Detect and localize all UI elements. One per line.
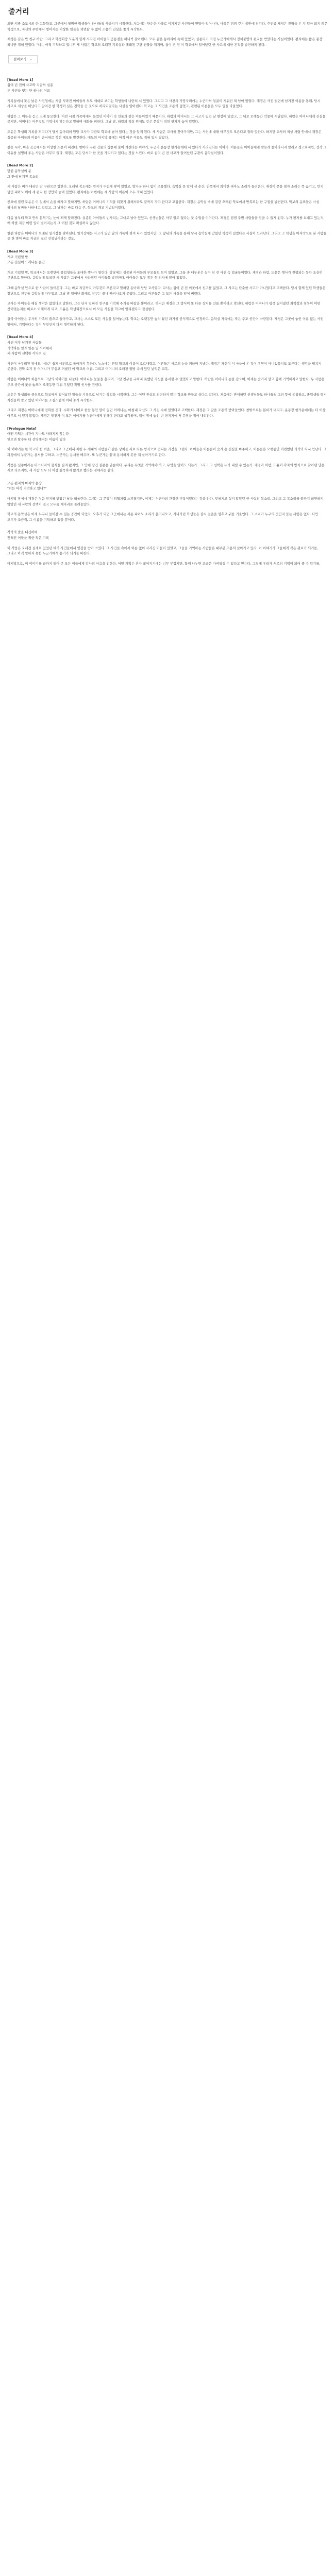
section-paragraph: 사건이 마무리된 뒤에도 마을은 쉽게 예전으로 돌아가지 못한다. 뉴스에는 연일 학교의 이름이 오르내렸고, 어른들은 서로의 눈을 피하며 지냈다. 재경은 자신이 이 마을에 온 것이 우연이 아니었을지도 모른다는 생각을 떨치지 못한다. 전학 오기 전 어머니가 무심코 꺼냈던 이 학교의 이름, 그리고 어머니의 오래된 앨범 속에 있던 낯익은 교복. xyxy=(7,362,322,371)
section-body xyxy=(7,99,328,157)
section-paragraph: 그리고 재경은 어머니에게 전화를 건다. 수화기 너머로 한참 동안 말이 없던 어머니는, 마침내 자신도 그 사진 속에 있었다고 고백한다. 재경은 그 말을 조용히 받아들인다. 창밖으로는 봄비가 내리고, 운동장 한가운데에는 더 이상 아무도 서 있지 않았다. 재경은 언젠가 이 모든 이야기를 누군가에게 전해야 한다고 생각하며, 책상 위에 놓인 빈 편지지에 첫 문장을 적어 내려간다. xyxy=(7,409,326,418)
section-subtitle: 잊혀진 이들을 위한 작은 기록 xyxy=(7,536,49,540)
section-body xyxy=(7,362,328,419)
section-subtitle: 세 사람이 선택한 각자의 길 xyxy=(7,352,46,356)
intro-text xyxy=(7,22,328,48)
section-paragraph: 한편 하람은 어머니의 오래된 일기장을 찾아낸다. 일기장에는 사고가 있던 날의 기록이 찢겨 나가 있었지만, 그 앞뒤의 기록을 통해 당시 음악실에 갇혔던 학생이 있었다는 사실이 드러난다. 그리고 그 학생을 마지막으로 본 사람들 중 한 명이 바로 지금의 교감 선생님이라는 것도. xyxy=(7,231,327,241)
section-paragraph: 교사는 아이들을 해칠 생각은 없었다고 말한다. 그는 단지 잊혀진 친구를 기억해 주기를 바랐을 뿐이라고. 하지만 재경은 그 방식이 또 다른 상처를 만들 뿐이라고 맞선다. 하람은 어머니가 평생 짊어졌던 죄책감과 침묵이 어떤 것이었는지를 비로소 이해하게 되고, 도윤은 학생회장으로서 이 모든 사실을 학교에 알리겠다고 결심한다. xyxy=(7,302,321,311)
section-heading xyxy=(7,78,328,94)
section-subtitle: 모든 편지의 마지막 문장 xyxy=(7,481,42,485)
section-paragraph: 다음 날부터 학교 안의 분위기는 눈에 띄게 달라진다. 실종된 아이들의 빈자리는 그대로 남아 있었고, 선생님들은 아무 일도 없다는 듯 수업을 이어간다. 재경은 점점 주변 사람들을 믿을 수 없게 된다. 누가 편지를 보내고 있는지, 왜 하필 지금 이런 일이 벌어지는지 그 어떤 것도 확실하지 않았다. xyxy=(7,216,325,226)
section-subtitle: 십여 년 전의 사고와 지금의 실종 xyxy=(7,83,54,88)
section-paragraph: 개교 기념일 밤, 학교에서는 오랜만에 졸업생들을 초대한 행사가 열린다. 강당에는 실종된 아이들의 부모들도 모여 있었고, 그들 중 대부분은 십여 년 전 사진 속 얼굴들이었다. 재경과 하람, 도윤은 행사가 진행되는 동안 조용히 구관으로 향한다. 음악실에 도착한 세 사람은 그곳에서 사라졌던 아이들을 발견한다. 아이들은 모두 잠든 듯 의자에 앉아 있었다. xyxy=(7,270,323,280)
section-paragraph: 그때 음악실 안으로 한 사람이 들어온다. 그는 바로 지금까지 아무것도 모른다고 말하던 동아리 담당 교사였다. 교사는 십여 년 전 이곳에서 친구를 잃었고, 그 사고는 단순한 사고가 아니었다고 고백한다. 당시 함께 있던 학생들은 장난으로 친구를 음악실에 가두었고, 그날 밤 일어난 화재로 친구는 끝내 빠져나오지 못했다. 그리고 어른들은 그 모든 사실을 덮어 버렸다. xyxy=(7,286,326,296)
intro-paragraph: 외딴 지방 소도시의 한 고등학교. 그곳에서 평범한 학생들이 하나둘씩 사라지기 시작한다. 처음에는 단순한 가출로 여겨지던 사건들이 연달아 일어나자, 마을은 점점 깊은 불안에 잠긴다. 주인공 재경은 전학을 온 지 얼마 되지 않은 학생으로, 자신의 주변에서 벌어지는 이상한 일들을 외면할 수 없어 조용히 진실을 쫓기 시작한다. xyxy=(7,22,328,31)
section-paragraph: 기록실에서 찾은 낡은 사진첩에는 지금 사라진 아이들의 부모 세대로 보이는 학생들이 나란히 서 있었다. 그리고 그 사진의 가장자리에는 누군가의 얼굴이 지워진 채 남아 있었다. 재경은 사진 뒷면에 남겨진 이름을 통해, 당시 사고로 세상을 떠났다고 알려진 한 학생이 실은 전학을 간 것으로 처리되었다는 사실을 알아낸다. 학교는 그 사건을 조용히 덮었고, 관련된 어른들은 모두 입을 다물었다. xyxy=(7,99,321,109)
section-paragraph: 마지막 장에서 재경은 처음 편지를 받았던 날을 떠올린다. 그때는 그 문장이 위협처럼 느껴졌지만, 이제는 누군가의 간절한 부탁이었다는 것을 안다. 잊혀지고 싶지 않았던 한 사람의 목소리, 그리고 그 목소리를 끝까지 외면하지 않았던 세 사람의 선택이 결국 모두를 제자리로 돌려놓았다. xyxy=(7,497,324,506)
section-subtitle: 그 안에 남겨진 목소리 xyxy=(7,175,39,179)
section-marker: [Read More 2] xyxy=(7,164,34,168)
section-paragraph: 이 작품은 오래전 실제로 있었던 여러 사건들에서 영감을 받아 쓰였다. 그 사건들 속에서 이름 없이 사라진 이들이 있었고, 그들을 기억하는 사람들은 대부분 조용히 살아가고 있다. 이 이야기가 그들에게 작은 위로가 되기를, 그리고 아직 말하지 못한 누군가에게 용기가 되기를 바란다. xyxy=(7,546,319,556)
section-paragraph: 결국 아이들은 무사히 가족의 품으로 돌아가고, 교사는 스스로 모든 사실을 털어놓는다. 학교는 오랫동안 숨겨 왔던 과거를 공식적으로 인정하고, 음악실 자리에는 작은 추모 공간이 마련된다. 재경은 그곳에 놓인 이름 없는 사진 앞에서, 기억한다는 것이 무엇인지 다시 생각하게 된다. xyxy=(7,317,324,327)
section-paragraph: 도윤은 학생회 기록을 뒤지다가 당시 동아리의 담당 교사가 지금도 학교에 남아 있다는 것을 알게 된다. 세 사람은 교사를 찾아가지만, 그는 사건에 대해 아무것도 모른다고 잘라 말한다. 하지만 교사의 책상 서랍 안에서 재경은 실종된 아이들의 이름이 순서대로 적힌 메모를 발견한다. 메모의 마지막 줄에는 아직 아무 이름도 적혀 있지 않았다. xyxy=(7,130,322,140)
section-body xyxy=(7,497,328,523)
section-subtitle: 두 사건을 잇는 단 하나의 이름 xyxy=(7,89,51,93)
section-heading xyxy=(7,427,328,443)
section-paragraph: 하람은 어머니와 처음으로 그날의 이야기를 나눈다. 어머니는 눈물을 흘리며, 그날 친구를 구하지 못했던 자신을 용서할 수 없었다고 말한다. 하람은 어머니의 손을 잡으며, 이제는 숨기지 말고 함께 기억하자고 말한다. 두 사람은 추모 공간에 꽃을 놓으며 오랫동안 미뤄 두었던 작별 인사를 건넨다. xyxy=(7,378,325,387)
section-body xyxy=(7,447,328,473)
section-paragraph: 도윤은 학생회를 중심으로 학교에서 일어났던 일들을 기록으로 남기는 작업을 시작한다. 그는 어떤 진실도 외면하지 않는 학교를 만들고 싶다고 말한다. 처음에는 반대하던 선생님들도 하나둘씩 그의 뜻에 동참하고, 졸업생들 역시 자신들이 알고 있던 이야기를 조심스럽게 꺼내 놓기 시작한다. xyxy=(7,393,327,402)
read-more-label: 펼쳐보기 xyxy=(13,57,27,62)
section-subtitle: 모든 진실이 드러나는 순간 xyxy=(7,261,45,265)
section-paragraph: 마지막으로, 이 이야기를 끝까지 읽어 준 모든 이들에게 감사의 마음을 전한다. 어떤 기억은 혼자 짊어지기에는 너무 무겁지만, 함께 나누면 조금은 가벼워질 수 있다고 믿는다. 그렇게 우리가 서로의 기억이 되어 줄 수 있기를. xyxy=(7,562,321,566)
intro-paragraph: 재경은 같은 반 친구 하람, 그리고 학생회장 도윤과 함께 사라진 아이들의 공통점을 하나씩 찾아낸다. 모두 같은 동아리에 속해 있었고, 실종되기 직전 누군가에게서 정체불명의 편지를 받았다는 사실이었다. 편지에는 짧은 문장 하나만 적혀 있었다. "너는 아직 기억하고 있니?" 세 사람은 학교의 오래된 기록실과 폐쇄된 구관 건물을 뒤지며, 십여 년 전 이 학교에서 일어났던 한 사고에 대한 흔적을 발견하게 된다. xyxy=(7,38,323,47)
section-subtitle: 개교 기념일 밤 xyxy=(7,255,28,259)
section-heading xyxy=(7,530,328,541)
synopsis-sections xyxy=(7,78,328,567)
section-marker: [Prologue Note] xyxy=(7,427,37,431)
section-heading xyxy=(7,481,328,492)
section-paragraph: 공포에 질린 도윤은 이 일에서 손을 떼자고 말하지만, 하람은 어머니의 기억을 되찾기 위해서라도 끝까지 가야 한다고 고집한다. 재경은 음악실 벽에 걸린 오래된 악보에서 반복되는 한 구절을 발견한다. 악보의 음표들은 사실 하나의 날짜를 나타내고 있었고, 그 날짜는 바로 다음 주, 학교의 개교 기념일이었다. xyxy=(7,200,320,210)
section-subtitle: 닫힌 음악실의 문 xyxy=(7,170,31,173)
section-heading xyxy=(7,335,328,357)
section-paragraph: 하람은 그 이름을 듣고 크게 동요한다. 어린 시절 가족에게서 들었던 이야기 속 인물과 같은 이름이었기 때문이다. 하람의 어머니는 그 사고가 있던 날 현장에 있었고, 그 뒤로 오랫동안 악몽에 시달렸다. 하람은 어머니에게 진실을 묻지만, 어머니는 아무것도 기억나지 않는다고 말하며 대화를 피한다. 그날 밤, 하람의 책상 위에도 같은 문장이 적힌 편지가 놓여 있었다. xyxy=(7,114,326,124)
section-heading xyxy=(7,249,328,266)
section-body xyxy=(7,270,328,328)
section-marker: [Read More 4] xyxy=(7,335,34,340)
section-paragraph: 같은 시각, 마을 곳곳에서는 이상한 소문이 퍼진다. 밤마다 구관 건물의 창문에 불이 켜진다는 이야기, 누군가 운동장 한가운데에 서 있다가 사라진다는 이야기. 어른들은 아이들에게 밤늦게 돌아다니지 말라고 경고하지만, 정작 그 이유를 설명해 주는 사람은 아무도 없다. 재경은 모든 단서가 한 곳을 가리키고 있다는 것을 느낀다. 바로 십여 년 전 사고가 일어났던 구관의 음악실이었다. xyxy=(7,146,327,155)
section-heading xyxy=(7,163,328,180)
section-paragraph: 학교의 음악실은 이제 누구나 들어갈 수 있는 공간이 되었다. 오후가 되면 그곳에서는 서툰 피아노 소리가 흘러나오고, 지나가던 학생들은 잠시 걸음을 멈추고 귀를 기울인다. 그 소리가 누구의 것인지 묻는 사람은 없다. 다만 모두가 조금씩, 그 이름을 기억하고 있을 뿐이다. xyxy=(7,513,319,522)
section-subtitle: 사건 이후 남겨진 사람들 xyxy=(7,341,42,345)
section-paragraph: 이 이야기는 한 학교와 한 마을, 그리고 그곳에서 자란 두 세대의 사람들이 같은 상처를 서로 다른 방식으로 견디는 과정을 그린다. 아이들은 어른들이 숨겨 온 진실을 마주하고, 어른들은 오랫동안 외면했던 과거와 다시 만난다. 그 과정에서 누군가는 용서를 구하고, 누군가는 용서를 배우며, 또 누군가는 끝내 용서하지 못한 채 살아가기로 한다. xyxy=(7,448,327,457)
section-body xyxy=(7,546,328,567)
section-body xyxy=(7,184,328,242)
chevron-down-icon: ⌄ xyxy=(29,57,32,61)
section-subtitle: 작가의 말을 대신하여 xyxy=(7,531,38,535)
section-paragraph: 세 사람은 비가 내리던 밤 구관으로 향한다. 오래된 복도에는 먼지가 두텁게 쌓여 있었고, 발자국 하나 없이 조용했다. 음악실 문 앞에 선 순간, 안쪽에서 희미한 피아노 소리가 들려온다. 재경이 문을 열자 소리는 뚝 끊기고, 먼지 덮인 피아노 위에 새 편지 한 장만이 놓여 있었다. 편지에는 이번에는 세 사람의 이름이 모두 적혀 있었다. xyxy=(7,185,324,194)
read-more-button-top[interactable] xyxy=(8,55,38,63)
section-subtitle: 기억하는 일과 잊는 일 사이에서 xyxy=(7,346,53,350)
section-subtitle: 어떤 기억은 시간이 지나도 사라지지 않는다 xyxy=(7,432,69,436)
section-paragraph: 작품은 실종이라는 미스터리의 형식을 빌려 왔지만, 그 안에 담긴 질문은 단순하다. 우리는 무엇을 기억해야 하고, 무엇을 잊어도 되는가. 그리고 그 선택은 누가 내릴 수 있는가. 재경과 하람, 도윤이 각자의 방식으로 찾아낸 답은 서로 다르지만, 세 사람 모두 더 이상 침묵하지 않기로 했다는 점에서는 같다. xyxy=(7,463,325,473)
page-title: 줄거리 xyxy=(8,8,29,16)
section-marker: [Read More 3] xyxy=(7,249,34,253)
section-subtitle: 잊으려 할수록 더 선명해지는 이름이 있다 xyxy=(7,437,66,442)
section-subtitle: "너는 아직 기억하고 있니?" xyxy=(7,487,46,491)
section-marker: [Read More 1] xyxy=(7,78,34,82)
